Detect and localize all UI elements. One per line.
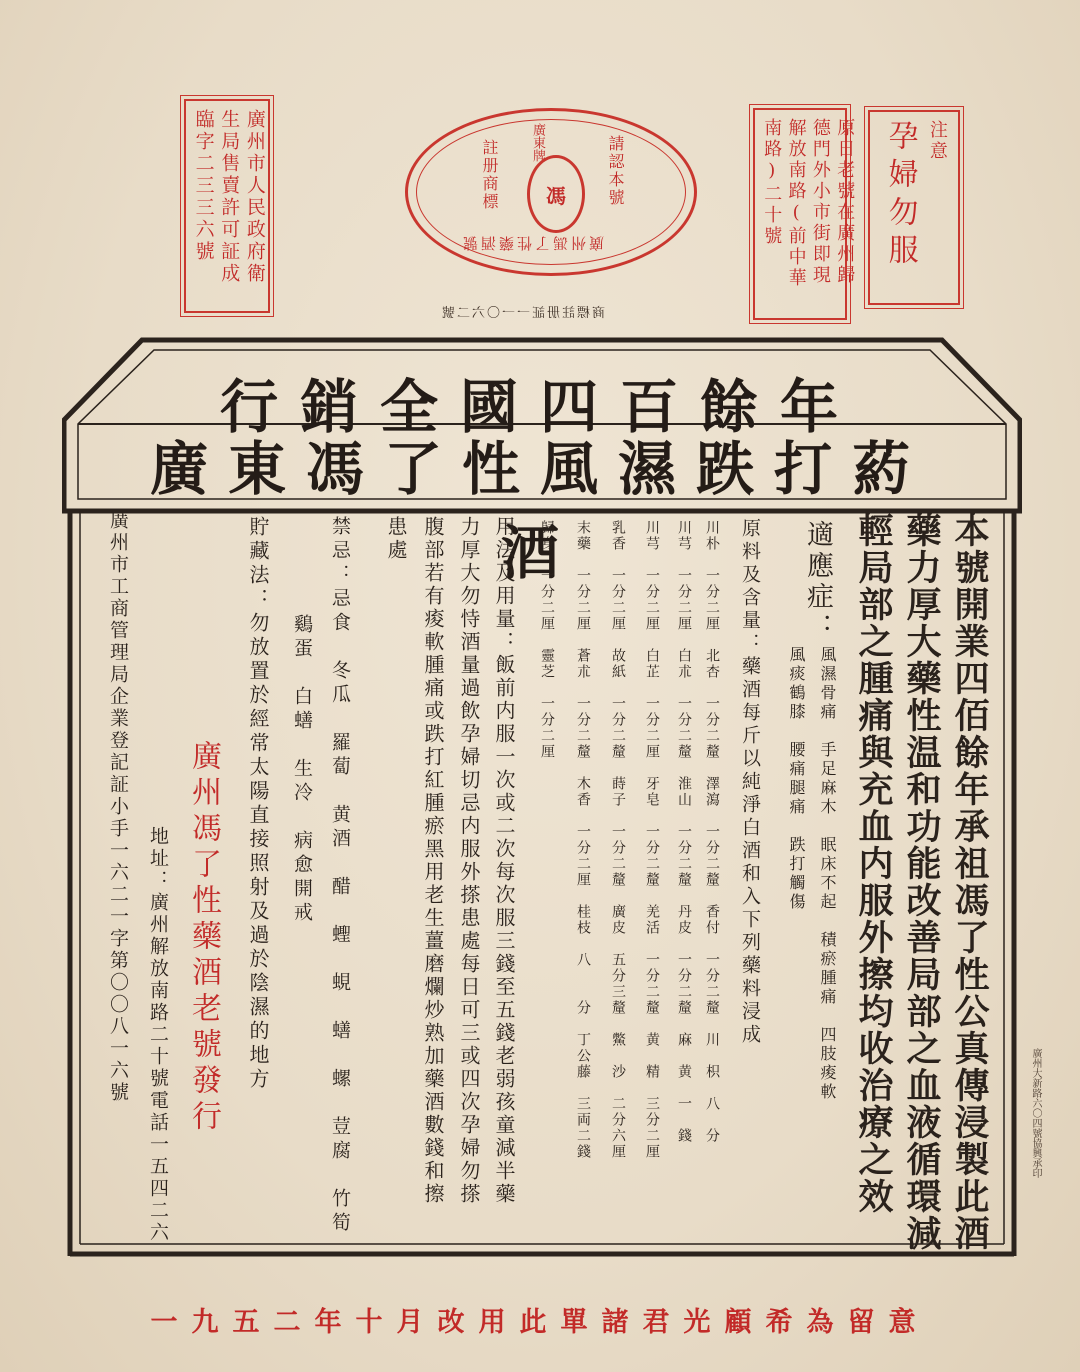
intro-line: 輕局部之腫痛與充血内服外擦均收治療之效 (853, 512, 894, 1215)
taboo-line: 禁忌：忌食 冬瓜 羅蔔 黄酒 醋 蟶 蜆 蟮 螺 荳腐 竹筍 (329, 516, 351, 1236)
headline-primary: 行銷全國四百餘年 (219, 373, 860, 441)
stamp-line: 南路)二十號 (761, 118, 783, 247)
stamp-line: 廣州市人民政府衛 (243, 109, 266, 285)
business-registration: 廣州市工商管理局企業登記証小手一六二一字第〇〇八一六號 (107, 510, 129, 1104)
usage-line: 用法及用量：飯前内服一次或二次每次服三錢至五錢老弱孩童減半藥 (492, 516, 516, 1206)
trademark-seal (405, 108, 697, 276)
seal-left-text: 註册商標 (480, 139, 499, 211)
usage-line: 力厚大勿恃酒量過飲孕婦切忌内服外搽患處每日可三或四次孕婦勿搽 (457, 516, 481, 1206)
storage-note: 貯藏法：勿放置於經常太陽直接照射及過於陰濕的地方 (246, 516, 270, 1092)
usage-line: 腹部若有痠軟腫痛或跌打紅腫瘀黑用老生薑磨爛炒熟加藥酒數錢和擦 (421, 516, 445, 1206)
seal-top-text: 廣東牌 (530, 123, 545, 162)
indications-line: 風痰鶴膝 腰痛腿痛 跌打觸傷 (787, 646, 806, 912)
publisher: 廣州馮了性藥酒老號發行 (186, 740, 221, 1136)
seal-right-text: 請認本號 (606, 135, 625, 207)
stamp-line: 解放南路(前中華 (785, 118, 807, 289)
ingredient-row: 歸身 一分二厘 靈芝 一分二厘 (539, 520, 555, 760)
ingredient-row: 川朴 一分二厘 北杏 一分二釐 澤瀉 一分二釐 香付 一分二釐 川 枳 八 分 (704, 520, 720, 1144)
seal-medallion: 馮 (527, 155, 585, 233)
stamp-line: 臨字二三三六號 (192, 109, 215, 263)
printer-credit: 廣州大新路六〇四號協興承印 (1030, 1048, 1041, 1178)
notice-big: 孕婦勿服 (882, 120, 918, 272)
ingredient-row: 川芎 一分二厘 白芷 一分二厘 牙皂 一分二釐 羌活 一分二釐 黄 精 三分二厘 (644, 520, 660, 1160)
ingredients-heading: 原料及含量：藥酒每斤以純淨白酒和入下列藥料浸成 (739, 518, 761, 1047)
stamp-line: 德門外小市街即現 (809, 118, 831, 286)
address: 地址：廣州解放南路二十號電話一五四二六 (147, 826, 169, 1244)
notice-small: 注意 (926, 120, 948, 162)
usage-line: 患處 (384, 516, 408, 562)
ingredient-row: 川芎 一分二厘 白朮 一分二釐 淮山 一分二釐 丹皮 一分二釐 麻 黄 一 錢 (676, 520, 692, 1144)
license-stamp (184, 99, 270, 313)
taboo-line: 鷄蛋 白蟮 生冷 病愈開戒 (291, 614, 313, 926)
intro-line: 藥力厚大藥性温和功能改善局部之血液循環減 (901, 512, 942, 1252)
indications-heading: 適應症： (802, 520, 833, 644)
footer-notice: 一九五二年十月改用此單諸君光顧希為留意 (150, 1307, 930, 1338)
stamp-line: 原日老號在廣州歸 (834, 118, 856, 286)
headline-product: 廣東馮了性風濕跌打葯酒 (149, 435, 930, 587)
intro-line: 本號開業四佰餘年承祖馮了性公真傳浸製此酒 (949, 512, 990, 1252)
stamp-line: 生局售賣許可証成 (218, 109, 241, 285)
trademark-registration: 商標註册証一一〇六二號 (440, 306, 606, 321)
indications-line: 風濕骨痛 手足麻木 眠床不起 積瘀腫痛 四肢痠軟 (818, 646, 837, 1102)
seal-bottom-text: 廣州馮了性藥酒號 (460, 234, 605, 252)
address-stamp (753, 108, 856, 320)
ingredient-row: 末藥 一分二厘 蒼朮 一分二釐 木香 一分二厘 桂枝 八 分 丁公藤 三両二錢 (575, 520, 591, 1160)
ingredient-row: 乳香 一分二厘 故紙 一分二釐 蒔子 一分二釐 廣皮 五分三釐 鱉 沙 二分六厘 (610, 520, 626, 1160)
pregnancy-warning-stamp (868, 110, 960, 305)
